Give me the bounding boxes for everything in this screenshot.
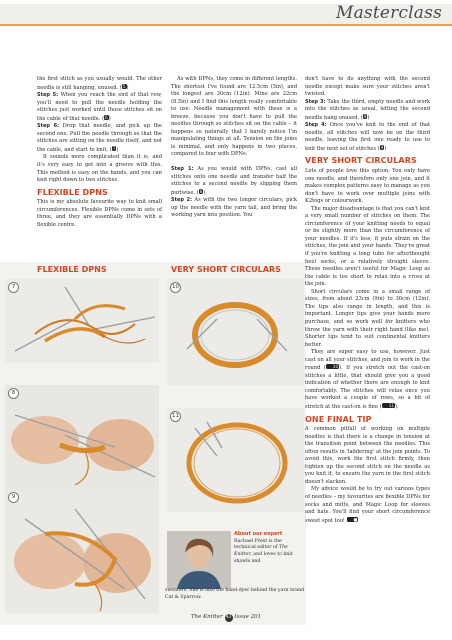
flexible-dpns-image <box>5 279 159 363</box>
paragraph: Lots of people love this option. You only have one needle, and therefore only one join, and it makes complex patterns easy to manage as you don't have to work over multiple joins with K2togs or colourwork. <box>305 168 430 205</box>
photo-label: 11 <box>170 411 181 422</box>
header-rule <box>0 24 452 26</box>
photo-step-7 <box>5 279 159 363</box>
column-1 <box>37 76 162 229</box>
paragraph: don't have to do anything with the second needle except make sure your stitches aren't twisted. <box>305 76 430 98</box>
page-header <box>0 0 452 38</box>
paragraph: the first stitch as you usually would. The other needle is still hanging, unused. (5) <box>37 76 162 91</box>
photo-step-11 <box>167 408 304 512</box>
expert-text: Rachael Prest is the technical editor of <box>234 538 282 551</box>
hands-knitting-image <box>5 385 159 489</box>
expert-photo <box>167 531 231 589</box>
heading-very-short-circulars: VERY SHORT CIRCULARS <box>305 156 417 166</box>
paragraph: As with DPNs, they come in different lengths. The shortest I've found are 12.5cm (5in), and the longest are 30cm (12in). Mine are 22cm (8.5in) and I find this length really comfortable to use. Needle management with these is a breeze, because you don't have to pull the needles through so stitches sit on the cable – it happens so naturally that I barely notice I'm manipulating things at all. Tension on the joins is minimal, and only happens in two places, compared to four with DPNs. <box>171 76 297 158</box>
paragraph: My advice would be to try out various types of needles – my favourites are flexible DPNs for socks and mitts, and Magic Loop for sleeves and hats. You'll find your short circumference sweet spot too! ■ <box>305 486 430 524</box>
column-2 <box>171 76 297 220</box>
paragraph: Short circulars come in a small range of sizes, from about 23cm (9in) to 30cm (12in). The tips also range in length, and this is important. Longer tips give your hands more purchase, and so work well for knitters who throw the yarn with their right hand (like me). Shorter tips tend to suit continental knitters better. <box>305 288 430 348</box>
panel-title-very-short-circulars: VERY SHORT CIRCULARS <box>171 265 281 274</box>
paragraph: This is my absolute favourite way to knit small circumferences. Flexible DPNs come in sets of three, and they are essentially DPNs with a flexible centre. <box>37 199 162 228</box>
expert-text-full: sweaters. She is also the hand-dyer behind the yarn brand Cat & Sparrow. <box>165 588 305 600</box>
footer-issue: Issue 201 <box>234 614 262 620</box>
photo-step-10 <box>167 279 304 385</box>
step-1: Step 1: As you would with DPNs, cast all stitches onto one needle and transfer half the stitches to a second needle by slipping them purlwise. (8). <box>171 166 298 196</box>
column-3 <box>305 76 430 525</box>
expert-heading: About our expert <box>234 531 283 537</box>
footer-magazine: The Knitter <box>190 614 223 620</box>
short-circular-cast-on-image <box>167 408 304 512</box>
page-number: 43 <box>225 615 232 620</box>
heading-flexible-dpns: FLEXIBLE DPNS <box>37 187 108 197</box>
step-6: Step 6: Drop that needle, and pick up the second one. Pull the needle through so that the stitches are sitting on the needle itself, and not the cable, and start to knit. (7) <box>37 123 162 153</box>
paragraph: They are super easy to use, however. Just cast on all your stitches, and join to work in the round ( 10). If you stretch out the cast-on stitches a little, that should give you a good indication of whether there are enough to knit comfortably. The stitches will relax once you have worked a couple of rows, so a bit of stretch at the cast-on is fine ( 11). <box>305 349 430 410</box>
expert-box <box>234 531 304 566</box>
magazine-name: The Knitter, <box>234 545 288 558</box>
panel-title-flexible-dpns: FLEXIBLE DPNS <box>37 265 107 274</box>
photo-label: 9 <box>8 492 19 503</box>
step-3: Step 3: Take the third, empty needle and work into the stitches as usual, letting the second needle hang unused. (9) <box>305 98 430 121</box>
photo-label: 7 <box>8 282 19 293</box>
paragraph: A common pitfall of working on multiple needles is that there is a change in tension at the transition point between the needles. This often results in 'laddering' at the join points. To avoid this, work the first stitch firmly, then tighten up the second stitch on the needle as you knit it, to ensure the yarn in the first stitch doesn't slacken. <box>305 426 430 485</box>
paragraph: It sounds more complicated than it is, and it's very easy to get into a groove with this. This method is easy on the hands, and you can knit right down to two stitches. <box>37 154 162 184</box>
hands-flexible-dpns-image <box>5 489 159 613</box>
photo-label: 10 <box>170 282 181 293</box>
expert-text: and loves to knit shawls and <box>234 552 293 564</box>
paragraph: The major disadvantage is that you can't knit a very small number of stitches on them. The circumference of your knitting needs to equal or be slightly more than the circumference of your needles. If it's less, it puts strain on the stitches, the join and your hands. They're great if you're knitting a long tube for afterthought heel socks, or a relatively straight sleeve. These needles aren't useful for Magic Loop as the cable is too short to relax into a cross at the join. <box>305 205 430 288</box>
step-4: Step 4: Once you've knit to the end of that needle, all stitches will now be on the third needle, leaving the first one ready to use to knit the next set of stitches (9) <box>305 122 431 152</box>
step-5: Step 5: When you reach the end of that row, you'll need to pull the needle holding the stitches just worked until those stitches sit on the cable of that needle. (6) <box>37 92 162 122</box>
section-title: Masterclass <box>335 3 442 23</box>
photo-label: 8 <box>8 388 19 399</box>
heading-one-final-tip: ONE FINAL TIP <box>305 414 372 424</box>
photo-step-8 <box>5 385 159 489</box>
short-circular-image <box>167 279 304 385</box>
expert-portrait <box>167 531 231 589</box>
page-footer <box>0 614 452 622</box>
photo-step-9 <box>5 489 159 613</box>
step-2: Step 2: As with the two longer circulars, pick up the needle with the yarn tail, and bring the working yarn into position. You <box>171 197 297 219</box>
